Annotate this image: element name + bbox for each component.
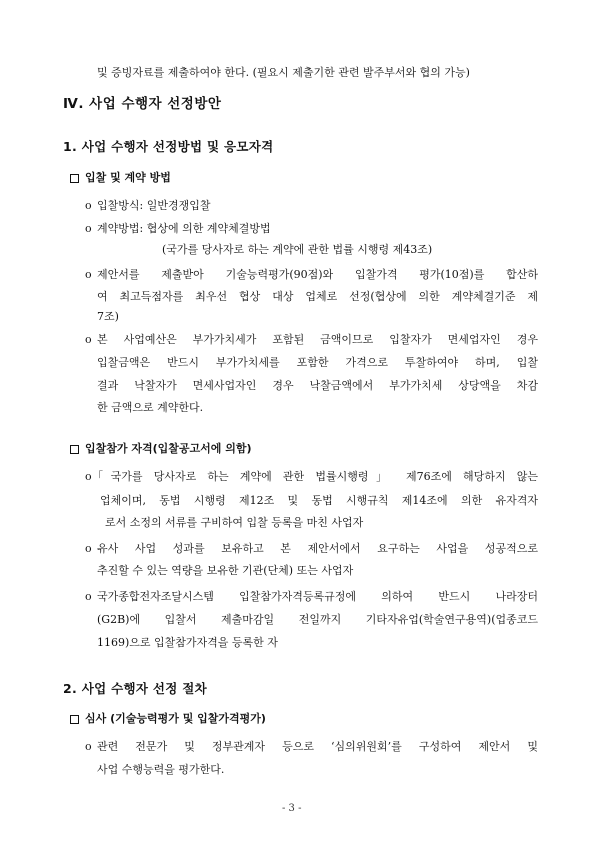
list-item-continuation: 1169)으로 입찰참가자격을 등록한 자 — [97, 636, 278, 649]
list-item: 「국가를 당사자로 하는 계약에 관한 법률시행령」 제76조에 해당하지 않는 — [92, 470, 538, 483]
checkbox-square-icon — [70, 174, 79, 183]
subsection-title-2: 2. 사업 수행자 선정 절차 — [63, 681, 208, 696]
bullet-icon: o — [85, 590, 92, 603]
bullet-icon: o — [85, 470, 92, 483]
heading-bid-eligibility — [70, 442, 251, 456]
list-item: 유사 사업 성과를 보유하고 본 제안서에서 요구하는 사업을 성공적으로 — [97, 542, 538, 555]
list-item-continuation: (G2B)에 입찰서 제출마감일 전일까지 기타자유업(학술연구용역)(업종코드 — [97, 613, 538, 626]
heading-bidding-contract-method — [70, 171, 171, 185]
heading-label: 심사 (기술능력평가 및 입찰가격평가) — [85, 712, 266, 725]
bullet-icon: o — [85, 333, 92, 346]
bullet-icon: o — [85, 268, 92, 281]
list-item: 제안서를 제출받아 기술능력평가(90점)와 입찰가격 평가(10점)를 합산하 — [97, 268, 538, 281]
list-item-continuation: 로서 소정의 서류를 구비하여 입찰 등록을 마친 사업자 — [105, 516, 364, 529]
bullet-icon: o — [85, 740, 92, 753]
bullet-icon: o — [85, 222, 92, 235]
bullet-icon: o — [85, 199, 92, 212]
bullet-icon: o — [85, 542, 92, 555]
list-item-continuation: 입찰금액은 반드시 부가가치세를 포함한 가격으로 투찰하여야 하며, 입찰 — [97, 356, 538, 369]
heading-review — [70, 712, 266, 726]
heading-label: 입찰 및 계약 방법 — [85, 171, 171, 184]
list-item: 계약방법: 협상에 의한 계약체결방법 — [97, 222, 271, 235]
subsection-title-1: 1. 사업 수행자 선정방법 및 응모자격 — [63, 139, 274, 154]
page-number: - 3 - — [282, 803, 302, 814]
continued-paragraph: 및 증빙자료를 제출하여야 한다. (필요시 제출기한 관련 발주부서와 협의 가능) — [97, 66, 470, 79]
list-item-continuation: 7조) — [97, 310, 119, 323]
list-item-continuation: (국가를 당사자로 하는 계약에 관한 법률 시행령 제43조) — [162, 243, 433, 256]
list-item-continuation: 추진할 수 있는 역량을 보유한 기관(단체) 또는 사업자 — [97, 564, 354, 577]
list-item: 국가종합전자조달시스템 입찰참가자격등록규정에 의하여 반드시 나라장터 — [97, 590, 538, 603]
list-item-continuation: 여 최고득점자를 최우선 협상 대상 업체로 선정(협상에 의한 계약체결기준 제 — [97, 290, 538, 303]
checkbox-square-icon — [70, 715, 79, 724]
section-title: Ⅳ. 사업 수행자 선정방안 — [63, 96, 222, 112]
list-item: 입찰방식: 일반경쟁입찰 — [97, 199, 211, 212]
list-item: 본 사업예산은 부가가치세가 포함된 금액이므로 입찰자가 면세업자인 경우 — [97, 333, 538, 346]
checkbox-square-icon — [70, 445, 79, 454]
list-item-continuation: 결과 낙찰자가 면세사업자인 경우 낙찰금액에서 부가가치세 상당액을 차감 — [97, 379, 538, 392]
list-item-continuation: 사업 수행능력을 평가한다. — [97, 763, 225, 776]
list-item: 관련 전문가 및 정부관계자 등으로 ‘심의위원회’를 구성하여 제안서 및 — [97, 740, 538, 753]
heading-label: 입찰참가 자격(입찰공고서에 의함) — [85, 442, 252, 455]
list-item-continuation: 업체이며, 동법 시행령 제12조 및 동법 시행규칙 제14조에 의한 유자격자 — [100, 494, 538, 507]
list-item-continuation: 한 금액으로 계약한다. — [97, 401, 204, 414]
